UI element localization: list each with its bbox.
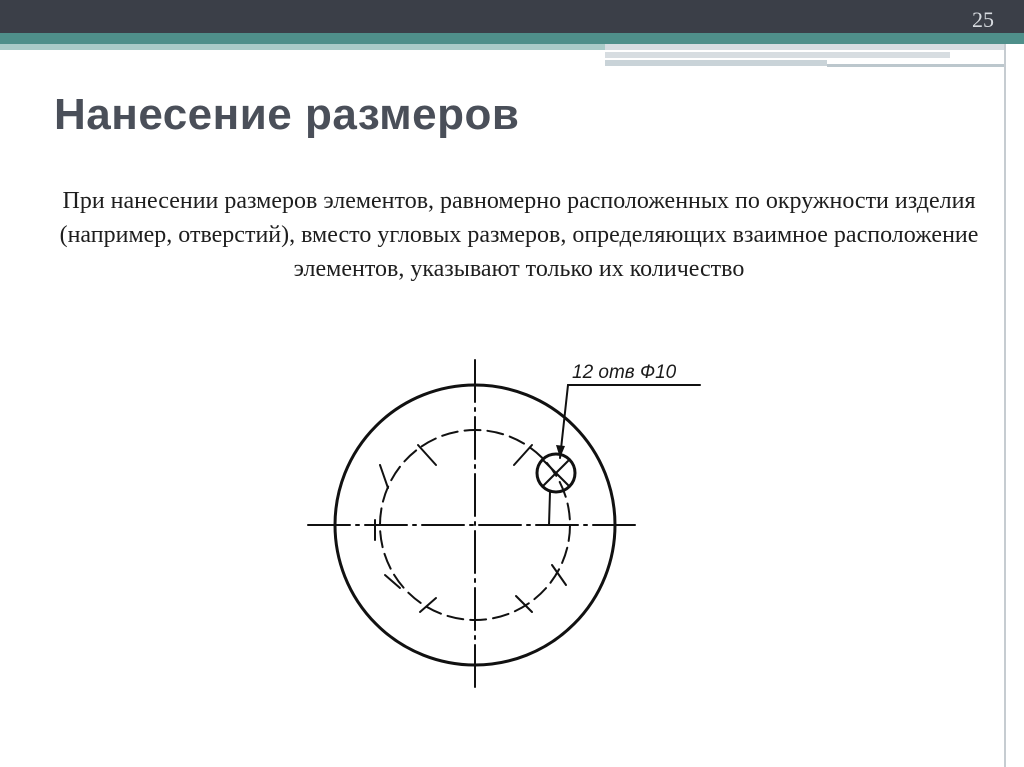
hole-mark [418,445,436,465]
body-text: При нанесении размеров элементов, равномерно расположенных по окружности изделия (например, отверстий), вместо угловых размеров, определяющих взаимное расположение элементов, указывают только их количество [59,188,979,282]
header-band-grey [827,64,1005,67]
hole-mark [380,465,388,488]
header-band-grey [605,44,1005,50]
page-number: 25 [972,7,994,32]
hole-mark [514,445,532,465]
header-band-grey [605,52,950,58]
header-band-dark [0,0,1024,33]
slide-title: Нанесение размеров [54,90,520,139]
header-band-light [0,44,605,50]
header-band-grey [605,60,827,66]
frame-line [1004,44,1006,767]
dimension-annotation: 12 отв Ф10 [572,362,677,383]
header-band-teal [0,33,1024,44]
hole-mark [552,565,566,585]
technical-drawing [300,345,720,695]
